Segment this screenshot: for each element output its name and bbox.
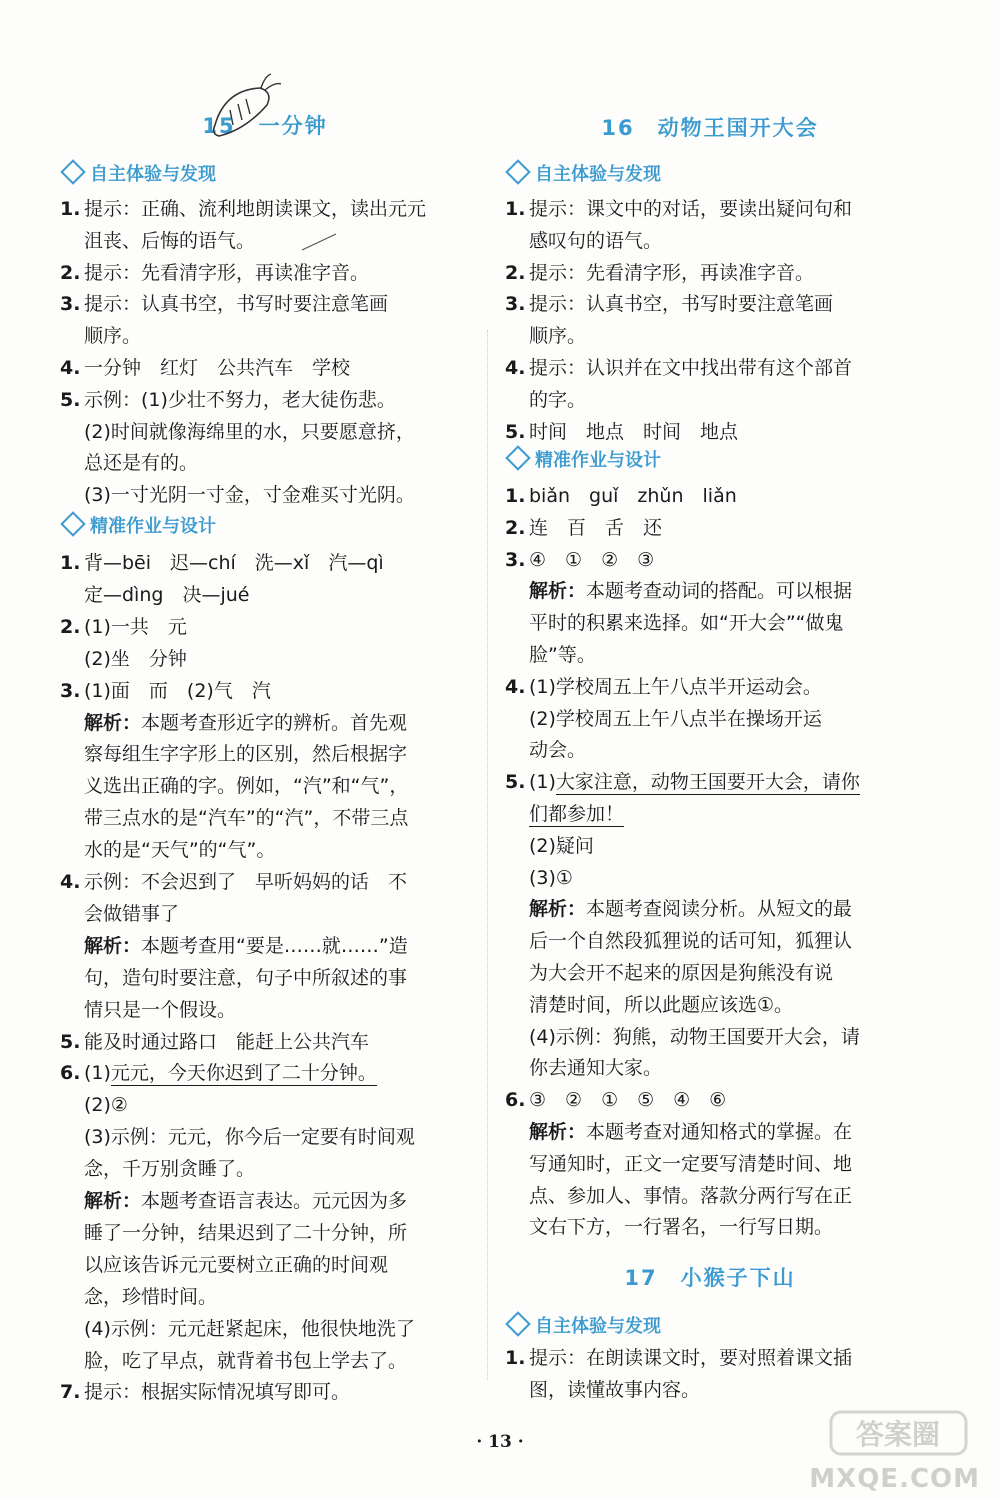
answer-line: 1. 背—bēi 迟—chí 洗—xǐ 汽—qì — [60, 552, 384, 574]
answer-line: 3. (1)面 而 (2)气 汽 — [60, 679, 271, 702]
answer-line: 义选出正确的字。例如，“汽”和“气”， — [84, 775, 409, 798]
answer-line: 脸，吃了早点，就背着书包上学去了。 — [84, 1349, 408, 1372]
answer-line: 2. 提示：先看清字形，再读准字音。 — [60, 261, 370, 284]
answer-line: 的字。 — [529, 388, 587, 411]
answer-line: 5. 示例：(1)少壮不努力，老大徒伤悲。 — [60, 388, 396, 411]
answer-line: 1. 提示：正确、流利地朗读课文，读出元元 — [60, 198, 427, 220]
answer-line: (4)示例：元元赶紧起床，他很快地洗了 — [84, 1317, 415, 1340]
answer-line: 们都参加！ — [529, 803, 625, 825]
section-heading: 自主体验与发现 — [60, 160, 216, 190]
column-divider — [487, 330, 488, 1380]
answer-line: 1. 提示：在朗读课文时，要对照着课文插 — [505, 1347, 853, 1369]
answer-line: 4. 一分钟 红灯 公共汽车 学校 — [60, 357, 351, 379]
answer-line: 5. (1)大家注意，动物王国要开大会，请你 — [505, 771, 860, 794]
answer-line: 文右下方，一行署名，一行写日期。 — [529, 1216, 834, 1239]
answer-line: 点、参加人、事情。落款分两行写在正 — [529, 1184, 853, 1207]
answer-line: 顺序。 — [529, 325, 587, 348]
answer-line: 4. 示例：不会迟到了 早听妈妈的话 不 — [60, 871, 408, 893]
answer-line: 解析：本题考查动词的搭配。可以根据 — [529, 580, 853, 603]
answer-line: 图，读懂故事内容。 — [529, 1378, 701, 1401]
answer-line: 睡了一分钟，结果迟到了二十分钟，所 — [84, 1221, 408, 1244]
answer-line: 感叹句的语气。 — [529, 229, 663, 252]
answer-line: 3. 提示：认真书空，书写时要注意笔画 — [505, 293, 834, 316]
section-heading: 自主体验与发现 — [505, 160, 661, 190]
answer-line: 脸”等。 — [529, 644, 596, 666]
answer-line: (3)一寸光阴一寸金，寸金难买寸光阴。 — [84, 484, 415, 507]
section-heading: 自主体验与发现 — [505, 1312, 661, 1342]
answer-line: 5. 能及时通过路口 能赶上公共汽车 — [60, 1030, 370, 1053]
answer-line: (2)学校周五上午八点半在操场开运 — [529, 707, 822, 730]
answer-line: 3. 提示：认真书空，书写时要注意笔画 — [60, 293, 389, 316]
diamond-icon — [505, 445, 530, 470]
answer-line: 情只是一个假设。 — [84, 998, 237, 1021]
chapter-title-16: 16 动物王国开大会 — [601, 116, 819, 140]
answer-line: 写通知时，正文一定要写清楚时间、地 — [529, 1152, 853, 1175]
answer-line: 总还是有的。 — [84, 452, 199, 475]
diamond-icon — [505, 1311, 530, 1336]
answer-line: 你去通知大家。 — [529, 1057, 663, 1080]
section-heading: 精准作业与设计 — [60, 512, 216, 542]
answer-line: 顺序。 — [84, 325, 142, 348]
answer-line: 平时的积累来选择。如“开大会”“做鬼 — [529, 612, 844, 635]
pen-stroke-icon — [300, 232, 340, 252]
chapter-title-15: 15 一分钟 — [202, 114, 328, 138]
answer-line: 6. (1)元元，今天你迟到了二十分钟。 — [60, 1062, 377, 1085]
answer-line: 解析：本题考查对通知格式的掌握。在 — [529, 1121, 853, 1143]
answer-line: (3)① — [529, 866, 573, 889]
answer-line: 念，珍惜时间。 — [84, 1285, 218, 1308]
answer-line: 念，千万别贪睡了。 — [84, 1158, 256, 1181]
answer-line: 解析：本题考查形近字的辨析。首先观 — [84, 711, 408, 734]
answer-line: 带三点水的是“汽车”的“汽”，不带三点 — [84, 807, 409, 830]
answer-line: 3. ④ ① ② ③ — [505, 548, 655, 571]
answer-line: 4. (1)学校周五上午八点半开运动会。 — [505, 675, 822, 698]
answer-line: 2. 提示：先看清字形，再读准字音。 — [505, 261, 815, 284]
answer-line: 1. biǎn guǐ zhǔn liǎn — [505, 485, 737, 507]
watermark-url: MXQE.COM — [809, 1464, 980, 1494]
answer-line: 清楚时间，所以此题应该选①。 — [529, 993, 794, 1016]
answer-line: 察每组生字字形上的区别，然后根据字 — [84, 743, 408, 766]
page-number: · 13 · — [476, 1432, 524, 1452]
answer-line: 5. 时间 地点 时间 地点 — [505, 420, 739, 443]
answer-line: 以应该告诉元元要树立正确的时间观 — [84, 1253, 389, 1276]
answer-line: (2)坐 分钟 — [84, 647, 187, 670]
answer-line: 会做错事了 — [84, 902, 180, 925]
answer-line: 解析：本题考查语言表达。元元因为多 — [84, 1190, 408, 1212]
answer-line: (2)疑问 — [529, 834, 594, 857]
answer-line: 1. 提示：课文中的对话，要读出疑问句和 — [505, 198, 853, 220]
svg-text:答案圈: 答案圈 — [855, 1418, 941, 1451]
diamond-icon — [505, 159, 530, 184]
answer-line: 后一个自然段狐狸说的话可知，狐狸认 — [529, 930, 853, 953]
answer-line: 7. 提示：根据实际情况填写即可。 — [60, 1381, 351, 1404]
answer-line: 句，造句时要注意，句子中所叙述的事 — [84, 966, 408, 989]
chapter-title-17: 17 小猴子下山 — [624, 1266, 796, 1290]
answer-line: 解析：本题考查用“要是……就……”造 — [84, 934, 408, 957]
carrot-doodle-icon — [205, 70, 285, 145]
section-heading: 精准作业与设计 — [505, 446, 661, 476]
answer-line: 4. 提示：认识并在文中找出带有这个部首 — [505, 357, 853, 379]
diamond-icon — [60, 511, 85, 536]
answer-line: 沮丧、后悔的语气。 — [84, 229, 256, 252]
answer-line: (2)② — [84, 1094, 128, 1117]
answer-line: 动会。 — [529, 739, 587, 762]
answer-line: 为大会开不起来的原因是狗熊没有说 — [529, 962, 834, 984]
answer-line: 2. (1)一共 元 — [60, 615, 187, 638]
answer-line: (3)示例：元元，你今后一定要有时间观 — [84, 1126, 415, 1149]
answer-line: (4)示例：狗熊，动物王国要开大会，请 — [529, 1025, 860, 1048]
answer-line: 2. 连 百 舌 还 — [505, 516, 663, 539]
diamond-icon — [60, 159, 85, 184]
answer-line: 6. ③ ② ① ⑤ ④ ⑥ — [505, 1089, 727, 1112]
answer-line: 解析：本题考查阅读分析。从短文的最 — [529, 898, 853, 921]
answer-line: (2)时间就像海绵里的水，只要愿意挤， — [84, 420, 415, 443]
answer-line: 定—dìng 决—jué — [84, 583, 250, 606]
answer-line: 水的是“天气”的“气”。 — [84, 839, 276, 862]
